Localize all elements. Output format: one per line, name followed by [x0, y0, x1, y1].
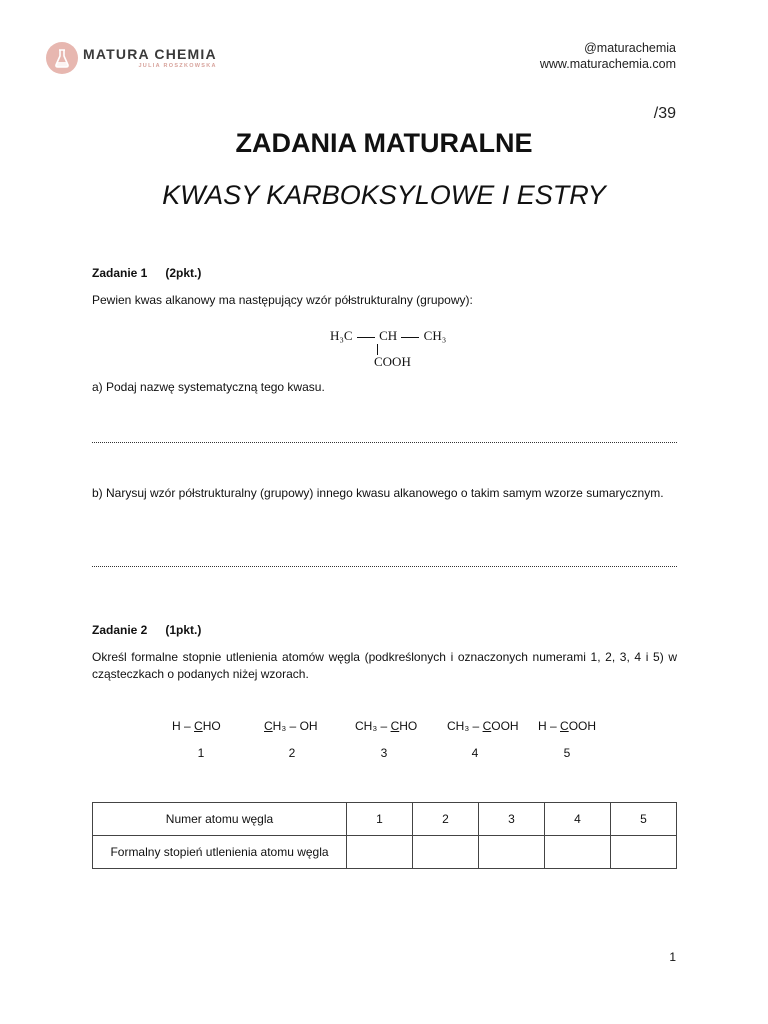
table-header-cell: 4 — [545, 803, 611, 836]
formula-bond-left — [357, 337, 375, 338]
molecule-number-5: 5 — [563, 746, 571, 760]
molecule-number-4: 4 — [471, 746, 479, 760]
answer-line-a[interactable] — [92, 432, 677, 443]
table-row-label: Numer atomu węgla — [93, 803, 347, 836]
task1-question-b — [92, 485, 677, 502]
table-row-label: Formalny stopień utlenienia atomu węgla — [93, 836, 347, 869]
task1-points: (2pkt.) — [165, 266, 202, 280]
answer-cell[interactable] — [347, 836, 413, 869]
flask-icon — [46, 42, 78, 74]
molecule-3: CH₃ – CHO — [355, 719, 418, 733]
page-number: 1 — [669, 950, 676, 964]
task2-points: (1pkt.) — [165, 623, 202, 637]
molecule-number-2: 2 — [288, 746, 296, 760]
answer-cell[interactable] — [413, 836, 479, 869]
logo-title: MATURA CHEMIA — [83, 45, 217, 62]
answer-cell[interactable] — [611, 836, 677, 869]
formula-bond-right — [401, 337, 419, 338]
task1-header — [92, 266, 201, 280]
formula-right-group: CH₃ — [423, 328, 447, 343]
molecule-5: H – COOH — [538, 719, 597, 733]
table-header-cell: 2 — [413, 803, 479, 836]
task2-header — [92, 623, 201, 637]
answer-cell[interactable] — [479, 836, 545, 869]
formula-left-group: H₃C — [330, 328, 353, 343]
contact-info — [540, 40, 676, 72]
table-row — [93, 803, 677, 836]
task1-label: Zadanie 1 — [92, 266, 148, 280]
molecule-4: CH₃ – COOH — [447, 719, 519, 733]
molecule-2: CH₃ – OH — [264, 719, 318, 733]
logo-subtitle: JULIA ROSZKOWSKA — [138, 62, 217, 69]
task1-intro: Pewien kwas alkanowy ma następujący wzór półstrukturalny (grupowy): — [92, 293, 473, 307]
logo — [46, 42, 217, 74]
task1-question-a: a) Podaj nazwę systematyczną tego kwasu. — [92, 380, 325, 394]
page-title: ZADANIA MATURALNE — [235, 128, 533, 158]
page-subtitle: KWASY KARBOKSYLOWE I ESTRY — [162, 180, 606, 210]
table-header-cell: 3 — [479, 803, 545, 836]
table-row — [93, 836, 677, 869]
task2-label: Zadanie 2 — [92, 623, 148, 637]
oxidation-table — [92, 802, 677, 869]
table-header-cell: 5 — [611, 803, 677, 836]
formula-middle-group: CH — [379, 328, 398, 343]
answer-cell[interactable] — [545, 836, 611, 869]
task2-intro: Określ formalne stopnie utlenienia atomów węgla (podkreślonych i oznaczonych numerami 1, 2, 3, 4 i 5) w cząsteczkach o podanych niżej wzorach. — [92, 650, 677, 681]
website-link[interactable]: www.maturachemia.com — [539, 57, 676, 71]
formula-branch-group: COOH — [374, 354, 411, 369]
task1-question-b-text: b) Narysuj wzór półstrukturalny (grupowy) innego kwasu alkanowego o takim samym wzorze sumarycznym. — [92, 486, 664, 500]
score-total: /39 — [653, 105, 676, 122]
social-handle: @maturachemia — [584, 41, 676, 55]
molecule-number-3: 3 — [380, 746, 388, 760]
answer-line-b[interactable] — [92, 556, 677, 567]
molecule-1: H – CHO — [172, 719, 221, 733]
table-header-cell: 1 — [347, 803, 413, 836]
structural-formula — [330, 328, 446, 344]
molecule-number-1: 1 — [197, 746, 205, 760]
